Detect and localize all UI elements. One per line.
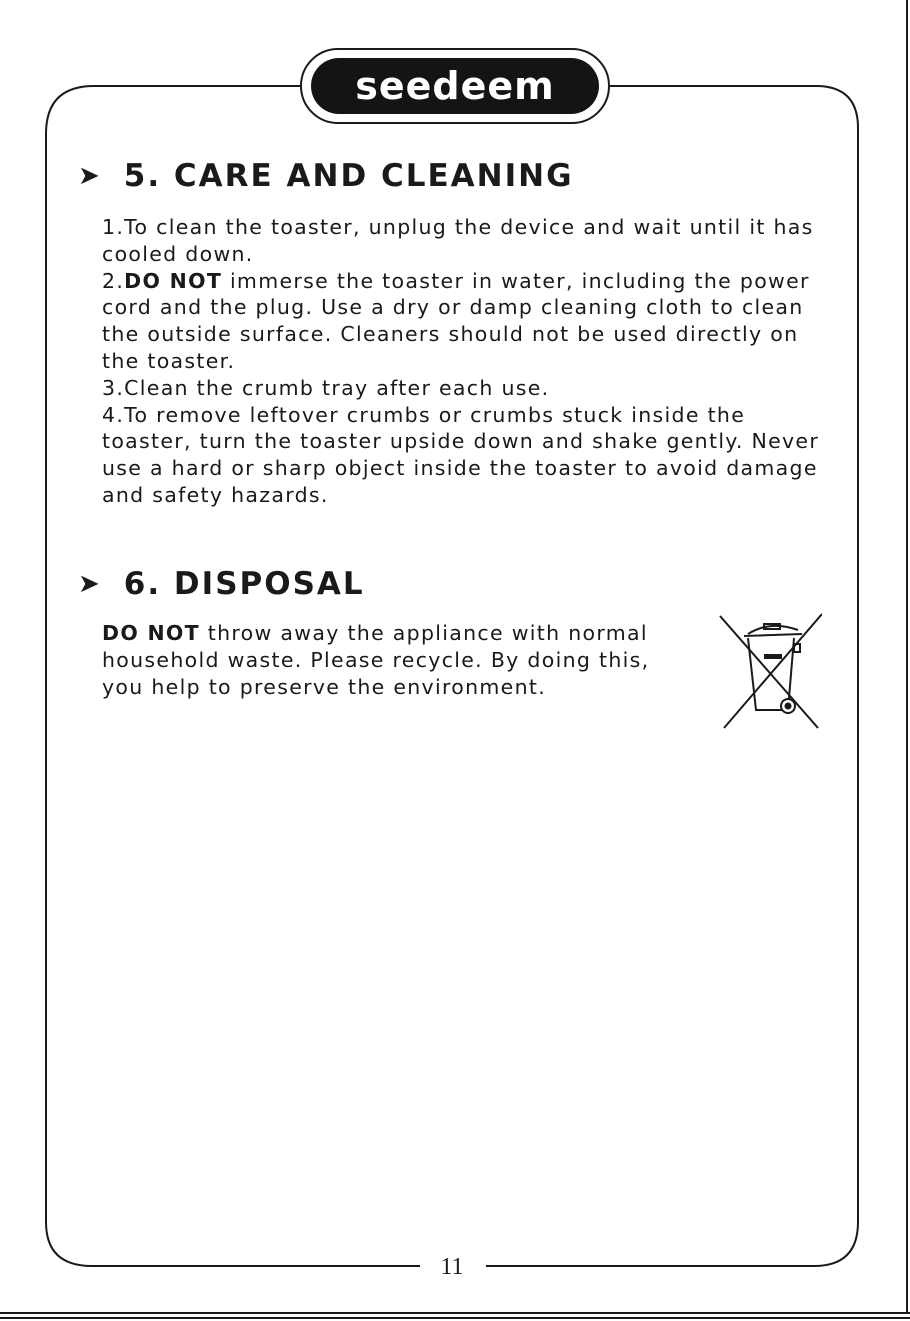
section-title: 5. CARE AND CLEANING [123, 158, 574, 194]
list-item-4: 4.To remove leftover crumbs or crumbs stuck inside the toaster, turn the toaster upside down and shake gently. Never use a hard or sharp object inside the toaster to avoid damage and safety hazards. [102, 402, 820, 507]
list-item-3: 3.Clean the crumb tray after each use. [102, 375, 550, 400]
brand-logo [312, 58, 598, 114]
list-item-1: 1.To clean the toaster, unplug the device and wait until it has cooled down. [102, 215, 814, 266]
list-item-2: 2.DO NOT immerse the toaster in water, including the power cord and the plug. Use a dry or damp cleaning cloth to clean the outside surface. Cleaners should not be used directly on the toaster. [102, 268, 810, 373]
arrow-bullet-icon: ➤ [78, 161, 100, 191]
section-title: 6. DISPOSAL [123, 566, 365, 602]
section-heading-care-and-cleaning [78, 158, 574, 194]
section-heading-disposal [78, 566, 365, 602]
arrow-bullet-icon: ➤ [78, 569, 100, 599]
care-and-cleaning-text [102, 214, 822, 509]
brand-logo-text: seedeem [355, 64, 555, 108]
page-number: 11 [440, 1254, 464, 1280]
crossed-out-wheelie-bin-icon [718, 612, 822, 730]
disposal-text: DO NOT throw away the appliance with normal household waste. Please recycle. By doing this, you help to preserve the environment. [102, 621, 650, 699]
